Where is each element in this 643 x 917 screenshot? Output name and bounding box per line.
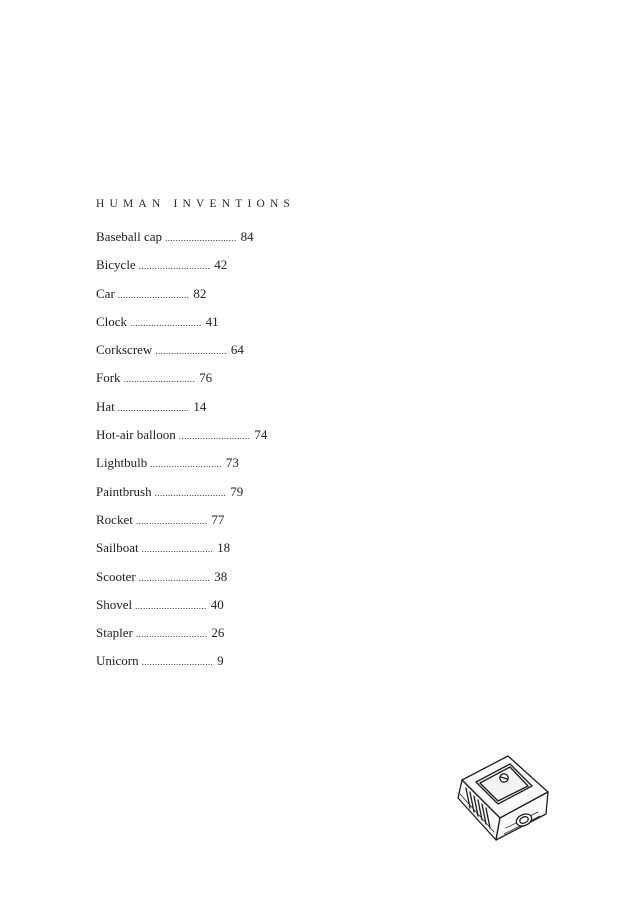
index-entry[interactable] — [96, 370, 267, 398]
dot-leader: ........................... — [165, 233, 237, 243]
entry-name: Baseball cap — [96, 229, 163, 244]
index-entry[interactable] — [96, 342, 267, 370]
entry-name: Hot-air balloon — [96, 427, 176, 443]
entry-page: 76 — [199, 370, 213, 386]
entry-page: 82 — [193, 285, 207, 301]
entry-page: 77 — [211, 511, 225, 527]
index-entry[interactable] — [96, 427, 267, 455]
dot-leader: ........................... — [154, 487, 227, 498]
dot-leader: ........................... — [138, 261, 211, 272]
entry-page: 40 — [210, 596, 224, 612]
entry-page: 41 — [205, 313, 219, 329]
entry-page: 9 — [217, 653, 224, 669]
entry-name: Clock — [96, 313, 128, 329]
entry-page: 84 — [240, 229, 254, 244]
index-entry[interactable] — [96, 399, 267, 427]
entry-page: 73 — [225, 455, 239, 471]
dot-leader: ........................... — [123, 374, 196, 385]
entry-page: 14 — [193, 398, 207, 414]
dot-leader: ........................... — [117, 402, 190, 413]
entry-name: Shovel — [96, 596, 133, 612]
dot-leader: ........................... — [141, 544, 214, 555]
index-entry[interactable] — [96, 569, 267, 597]
entry-page: 26 — [211, 625, 225, 641]
dot-leader: ........................... — [135, 600, 207, 611]
entry-page: 38 — [214, 568, 228, 584]
dot-leader: ........................... — [135, 515, 208, 526]
entry-name: Lightbulb — [96, 455, 148, 471]
entry-name: Fork — [96, 370, 121, 386]
index-list — [96, 229, 267, 682]
entry-name: Unicorn — [96, 653, 139, 669]
index-entry[interactable] — [96, 257, 267, 285]
index-entry[interactable] — [96, 512, 267, 540]
index-entry[interactable] — [96, 455, 267, 483]
dot-leader: ........................... — [155, 346, 227, 357]
pencil-sharpener-icon — [448, 748, 558, 848]
dot-leader: ........................... — [138, 572, 211, 583]
dot-leader: ........................... — [135, 629, 208, 640]
entry-name: Car — [96, 285, 115, 301]
index-entry[interactable] — [96, 229, 267, 257]
index-entry[interactable] — [96, 484, 267, 512]
entry-page: 79 — [230, 483, 244, 499]
entry-name: Paintbrush — [96, 483, 152, 499]
index-entry[interactable] — [96, 286, 267, 314]
index-entry[interactable] — [96, 597, 267, 625]
entry-name: Stapler — [96, 625, 133, 641]
dot-leader: ........................... — [130, 317, 202, 328]
dot-leader: ........................... — [117, 289, 190, 300]
entry-page: 64 — [230, 342, 244, 358]
entry-page: 74 — [254, 427, 268, 443]
index-entry[interactable] — [96, 653, 267, 681]
dot-leader: ........................... — [178, 431, 251, 442]
entry-page: 42 — [214, 257, 228, 273]
index-entry[interactable] — [96, 540, 267, 568]
entry-name: Corkscrew — [96, 342, 153, 358]
section-heading: HUMAN INVENTIONS — [96, 198, 296, 210]
entry-name: Hat — [96, 398, 115, 414]
entry-page: 18 — [217, 540, 231, 556]
entry-name: Bicycle — [96, 257, 136, 273]
dot-leader: ........................... — [150, 459, 222, 470]
entry-name: Rocket — [96, 511, 133, 527]
entry-name: Scooter — [96, 568, 136, 584]
index-entry[interactable] — [96, 625, 267, 653]
entry-name: Sailboat — [96, 540, 139, 556]
index-entry[interactable] — [96, 314, 267, 342]
dot-leader: ........................... — [141, 657, 214, 668]
